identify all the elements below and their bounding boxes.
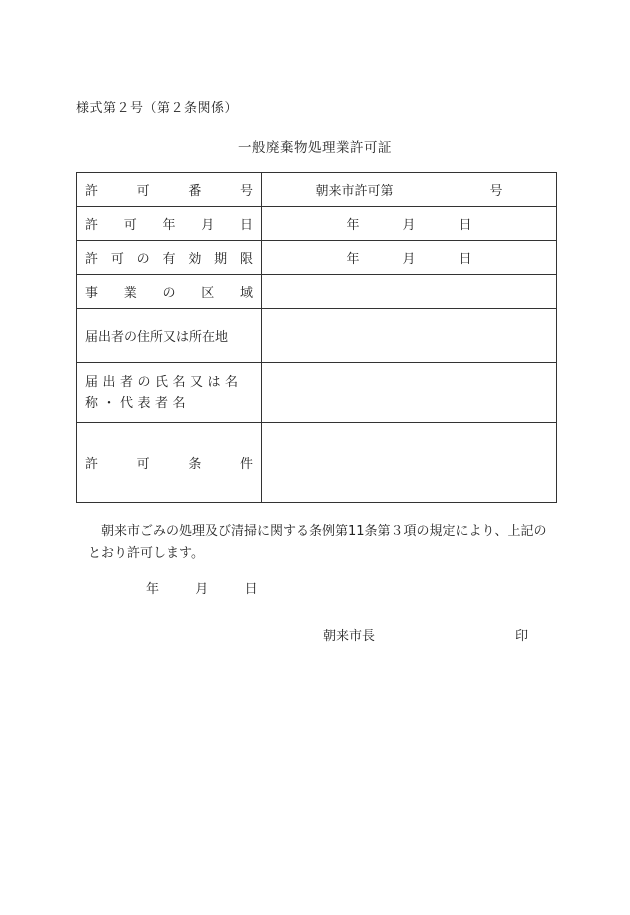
body-paragraph: 朝来市ごみの処理及び清掃に関する条例第11条第３項の規定により、上記のとおり許可します。 — [88, 524, 547, 561]
label-char: 許 — [85, 457, 99, 472]
value-area[interactable] — [262, 275, 557, 309]
label-char: 可 — [136, 184, 150, 199]
label-char: 月 — [201, 218, 215, 233]
value-address[interactable] — [262, 309, 557, 363]
table-row-area — [77, 275, 557, 309]
body-text — [88, 521, 554, 565]
table-row-permit-date — [77, 207, 557, 241]
month-char: 月 — [195, 582, 209, 597]
permit-number-suffix: 号 — [489, 184, 503, 199]
year-char: 年 — [146, 582, 160, 597]
day-char: 日 — [458, 218, 472, 233]
table-row-permit-number — [77, 173, 557, 207]
permit-number-prefix: 朝来市許可第 — [315, 184, 394, 199]
form-number: 様式第２号（第２条関係） — [76, 101, 239, 116]
label-char: 区 — [201, 286, 215, 301]
label-char: 業 — [123, 286, 137, 301]
label-char: 限 — [239, 252, 253, 267]
value-permit-date[interactable] — [262, 207, 557, 241]
label-name — [77, 363, 262, 423]
issue-date — [146, 578, 258, 597]
month-char: 月 — [402, 218, 416, 233]
label-char: 期 — [214, 252, 228, 267]
label-char: 有 — [162, 252, 176, 267]
label-text: 届出者の氏名又は名称・代表者名 — [85, 374, 243, 411]
label-conditions — [77, 423, 262, 503]
table-row-address — [77, 309, 557, 363]
table-row-validity — [77, 241, 557, 275]
label-address — [77, 309, 262, 363]
label-char: 域 — [239, 286, 253, 301]
label-char: 事 — [85, 286, 99, 301]
table-row-name — [77, 363, 557, 423]
label-char: 許 — [85, 218, 99, 233]
label-char: 条 — [188, 457, 202, 472]
label-char: 可 — [110, 252, 124, 267]
seal-mark: 印 — [515, 629, 529, 644]
label-char: 番 — [188, 184, 202, 199]
value-validity[interactable] — [262, 241, 557, 275]
mayor-title: 朝来市長 — [323, 629, 376, 644]
label-permit-date — [77, 207, 262, 241]
value-conditions[interactable] — [262, 423, 557, 503]
label-permit-number — [77, 173, 262, 207]
label-char: 件 — [239, 457, 253, 472]
value-permit-number[interactable] — [262, 173, 557, 207]
label-char: 日 — [239, 218, 253, 233]
document-title: 一般廃棄物処理業許可証 — [238, 140, 392, 156]
month-char: 月 — [402, 252, 416, 267]
day-char: 日 — [458, 252, 472, 267]
label-char: 許 — [85, 252, 99, 267]
label-area — [77, 275, 262, 309]
label-char: 許 — [85, 184, 99, 199]
label-char: 号 — [239, 184, 253, 199]
label-char: 効 — [188, 252, 202, 267]
label-char: の — [162, 286, 176, 301]
value-name[interactable] — [262, 363, 557, 423]
day-char: 日 — [244, 582, 258, 597]
label-char: 年 — [162, 218, 176, 233]
label-char: の — [136, 252, 150, 267]
year-char: 年 — [346, 218, 360, 233]
permit-table — [76, 172, 557, 503]
table-row-conditions — [77, 423, 557, 503]
label-char: 可 — [136, 457, 150, 472]
year-char: 年 — [346, 252, 360, 267]
label-text: 届出者の住所又は所在地 — [85, 330, 229, 345]
label-validity — [77, 241, 262, 275]
label-char: 可 — [123, 218, 137, 233]
